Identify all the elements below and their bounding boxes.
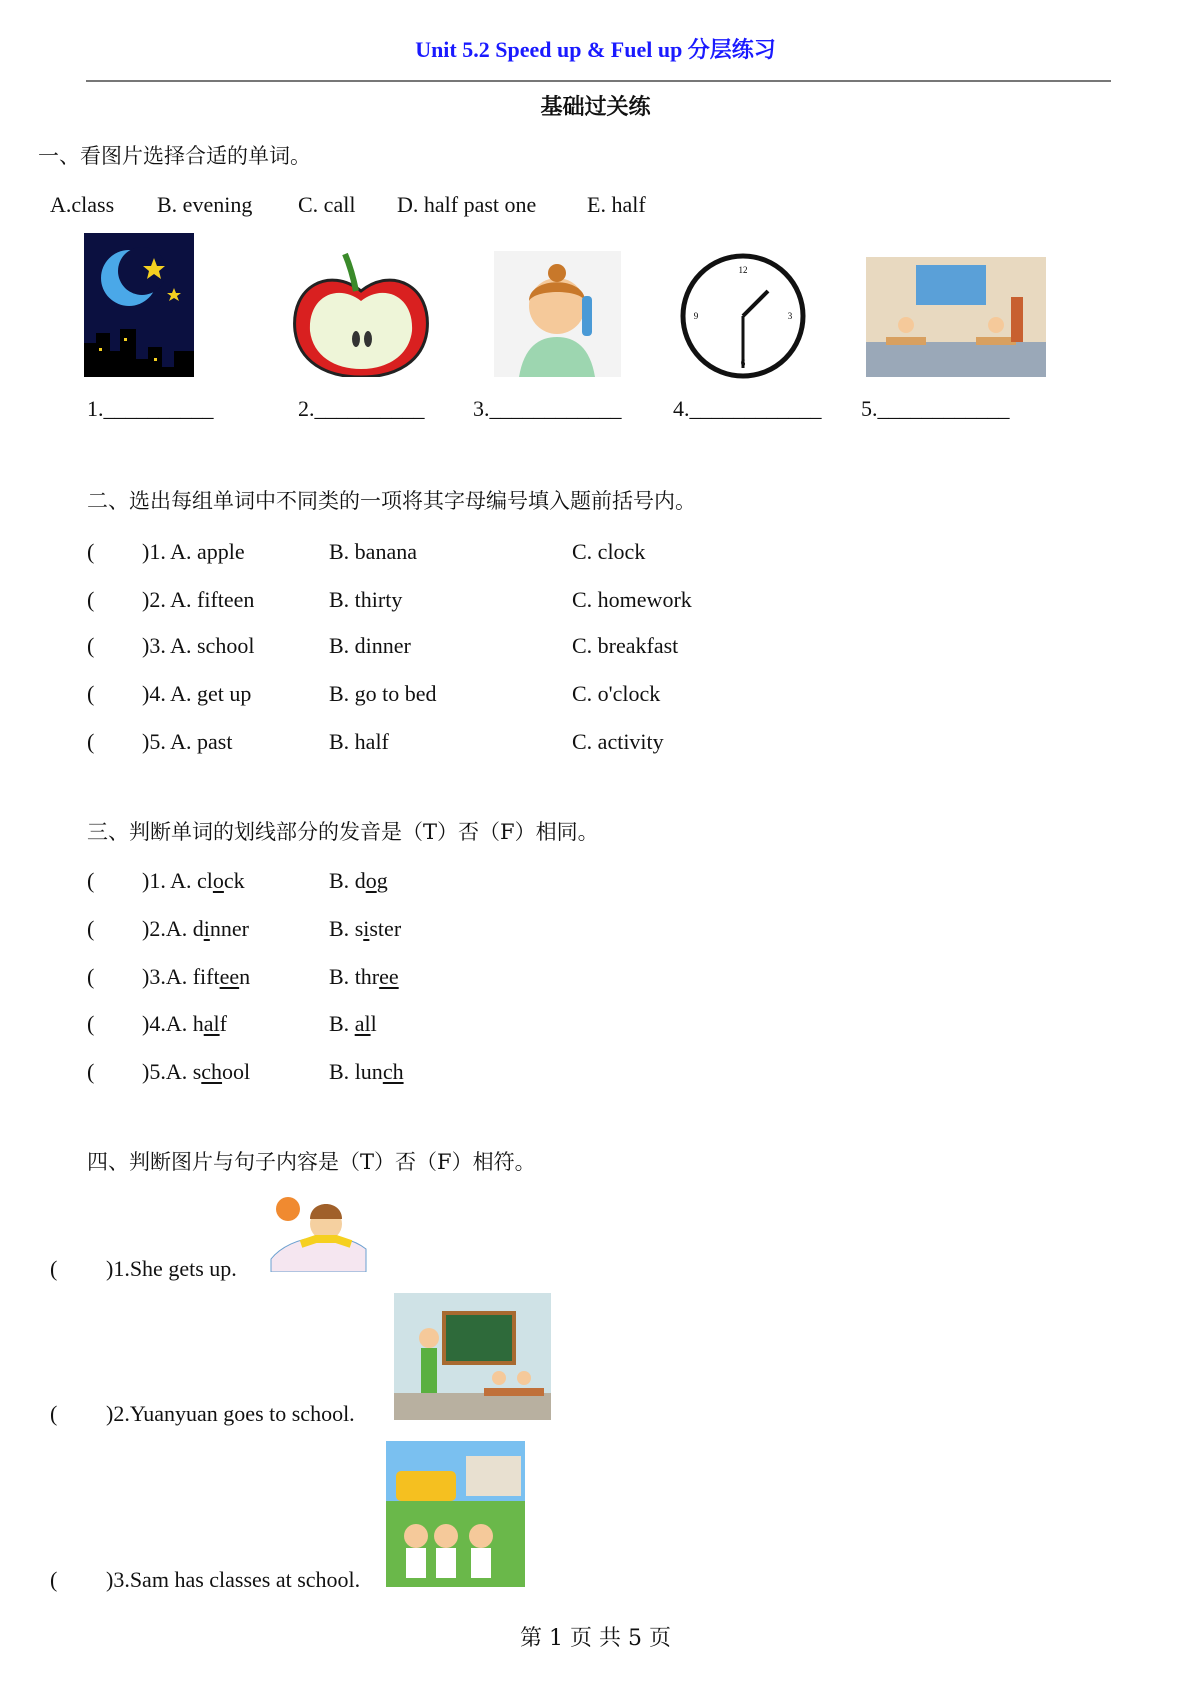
word-b xyxy=(329,1013,377,1035)
option-c-text: C. activity xyxy=(572,729,664,754)
word-a-post: n xyxy=(239,964,251,989)
option-a-text: )1. A. apple xyxy=(142,539,245,564)
word-b xyxy=(329,1061,404,1083)
option-a-text: )2. A. fifteen xyxy=(142,587,255,612)
kids-school-bus-icon xyxy=(386,1441,525,1587)
option-c-text: C. clock xyxy=(572,539,646,564)
word-a-underlined: al xyxy=(203,1011,220,1036)
section1-instruction: 一、看图片选择合适的单词。 xyxy=(38,144,311,168)
answer-paren[interactable]: ( xyxy=(87,539,95,564)
section3-instruction: 三、判断单词的划线部分的发音是（T）否（F）相同。 xyxy=(87,820,599,844)
word-b-label: B. xyxy=(329,868,355,893)
word-a-label: )3.A. xyxy=(142,964,193,989)
answer-paren[interactable]: ( xyxy=(87,729,95,754)
word-b-post: l xyxy=(370,1011,377,1036)
word-b-underlined: al xyxy=(354,1011,371,1036)
word-b-label: B. xyxy=(329,916,355,941)
word-b-underlined: ee xyxy=(379,964,399,989)
word-a-pre: h xyxy=(192,1011,204,1036)
word-a-underlined: ch xyxy=(201,1059,223,1084)
section4-instruction: 四、判断图片与句子内容是（T）否（F）相符。 xyxy=(87,1150,536,1174)
statement-2: )2.Yuanyuan goes to school. xyxy=(106,1401,355,1426)
word-b-label: B. xyxy=(329,1059,355,1084)
answer-blank-2[interactable]: 2.__________ xyxy=(298,396,425,421)
svg-text:3: 3 xyxy=(787,311,793,321)
word-b-post: ster xyxy=(369,916,402,941)
word-a-post: nner xyxy=(209,916,249,941)
word-b-pre: thr xyxy=(354,964,380,989)
word-b xyxy=(329,918,401,940)
option-b-text: B. dinner xyxy=(329,633,411,658)
word-a-label: )1. A. xyxy=(142,868,197,893)
option-d: D. half past one xyxy=(397,192,537,217)
girl-waking-up-icon xyxy=(266,1189,371,1272)
word-b-underlined: ch xyxy=(382,1059,404,1084)
word-a-label: )5.A. xyxy=(142,1059,193,1084)
word-a xyxy=(142,1013,227,1035)
document-title: Unit 5.2 Speed up & Fuel up 分层练习 xyxy=(415,37,776,62)
word-a xyxy=(142,870,245,892)
word-a-underlined: i xyxy=(203,916,210,941)
option-e: E. half xyxy=(587,192,646,217)
word-b-pre: d xyxy=(354,868,366,893)
answer-paren[interactable]: ( xyxy=(87,1059,95,1084)
answer-paren[interactable]: ( xyxy=(87,964,95,989)
answer-paren[interactable]: ( xyxy=(87,587,95,612)
option-c: C. call xyxy=(298,192,356,217)
word-a xyxy=(142,1061,250,1083)
clock-icon xyxy=(680,253,807,379)
word-b xyxy=(329,870,388,892)
answer-blank-1[interactable]: 1.__________ xyxy=(87,396,214,421)
answer-paren[interactable]: ( xyxy=(87,868,95,893)
word-a-pre: fift xyxy=(192,964,220,989)
svg-text:6: 6 xyxy=(740,358,746,368)
phone-call-icon xyxy=(494,251,621,377)
statement-3: )3.Sam has classes at school. xyxy=(106,1567,361,1592)
answer-blank-5[interactable]: 5.____________ xyxy=(861,396,1010,421)
svg-text:9: 9 xyxy=(693,311,699,321)
word-b-pre: s xyxy=(354,916,364,941)
word-a-post: f xyxy=(219,1011,227,1036)
word-b-label: B. xyxy=(329,1011,355,1036)
answer-paren[interactable]: ( xyxy=(87,681,95,706)
word-a-underlined: o xyxy=(212,868,224,893)
word-a-pre: s xyxy=(192,1059,202,1084)
word-a xyxy=(142,966,250,988)
option-a: A.class xyxy=(50,192,115,217)
option-c-text: C. breakfast xyxy=(572,633,679,658)
word-b xyxy=(329,966,399,988)
word-b-label: B. xyxy=(329,964,355,989)
answer-blank-3[interactable]: 3.____________ xyxy=(473,396,622,421)
svg-text:12: 12 xyxy=(738,265,748,275)
word-a-underlined: ee xyxy=(219,964,240,989)
word-b-pre: lun xyxy=(354,1059,383,1084)
option-a-text: )4. A. get up xyxy=(142,681,252,706)
section2-instruction: 二、选出每组单词中不同类的一项将其字母编号填入题前括号内。 xyxy=(87,489,696,513)
apple-icon xyxy=(290,251,432,377)
word-b-post: g xyxy=(376,868,388,893)
answer-paren[interactable]: ( xyxy=(87,633,95,658)
option-a-text: )3. A. school xyxy=(142,633,255,658)
option-c-text: C. homework xyxy=(572,587,692,612)
word-a-label: )2.A. xyxy=(142,916,193,941)
option-a-text: )5. A. past xyxy=(142,729,233,754)
answer-paren[interactable]: ( xyxy=(87,1011,95,1036)
word-a xyxy=(142,918,249,940)
word-a-pre: d xyxy=(192,916,204,941)
section-heading: 基础过关练 xyxy=(540,95,651,120)
classroom-icon xyxy=(866,257,1046,377)
word-a-post: ool xyxy=(222,1059,251,1084)
teacher-classroom-icon xyxy=(394,1293,551,1420)
option-b: B. evening xyxy=(157,192,253,217)
answer-paren[interactable]: ( xyxy=(50,1401,58,1426)
word-a-post: ck xyxy=(223,868,245,893)
answer-paren[interactable]: ( xyxy=(50,1256,58,1281)
night-moon-icon xyxy=(84,233,194,377)
word-b-underlined: o xyxy=(365,868,377,893)
answer-blank-4[interactable]: 4.____________ xyxy=(673,396,822,421)
page-footer: 第 1 页 共 5 页 xyxy=(520,1626,671,1651)
word-a-label: )4.A. xyxy=(142,1011,193,1036)
statement-1: )1.She gets up. xyxy=(106,1256,237,1281)
option-b-text: B. half xyxy=(329,729,389,754)
option-c-text: C. o'clock xyxy=(572,681,661,706)
option-b-text: B. go to bed xyxy=(329,681,437,706)
word-a-pre: cl xyxy=(197,868,213,893)
option-b-text: B. thirty xyxy=(329,587,403,612)
option-b-text: B. banana xyxy=(329,539,417,564)
word-b-underlined: i xyxy=(363,916,370,941)
answer-paren[interactable]: ( xyxy=(87,916,95,941)
header-divider xyxy=(86,80,1111,82)
answer-paren[interactable]: ( xyxy=(50,1567,58,1592)
